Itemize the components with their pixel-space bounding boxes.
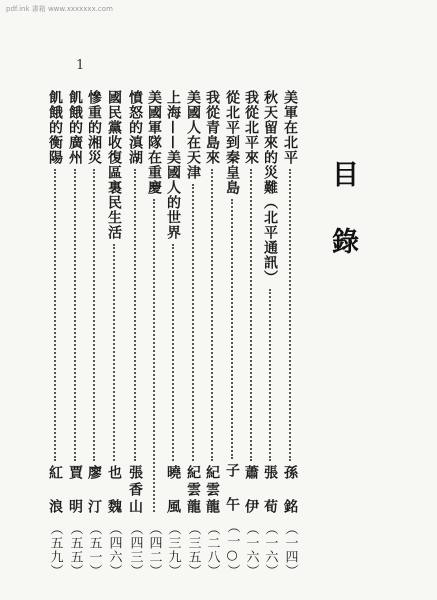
entry-author: 張香山 [127, 465, 143, 516]
entry-title: 我從青島來 [204, 90, 220, 165]
entry-page: （四二） [146, 522, 162, 578]
entry-author: 曉 風 [165, 465, 181, 516]
dotted-leader [153, 199, 155, 512]
entry-author: 孫 銘 [282, 465, 298, 516]
entry-title: 憤怒的滇湖 [127, 90, 143, 165]
dotted-leader [289, 169, 291, 461]
toc-entry [127, 90, 143, 578]
dotted-leader [269, 289, 271, 461]
entry-page: （三九） [165, 522, 181, 578]
entry-page: （五九） [47, 522, 63, 578]
entry-title: 美國軍隊在重慶 [146, 90, 162, 195]
dotted-leader [93, 169, 95, 461]
entry-title: 上海——美國人的世界 [165, 90, 181, 240]
dotted-leader [250, 169, 252, 461]
entry-author: 紅 浪 [47, 465, 63, 516]
dotted-leader [192, 184, 194, 461]
entry-page: （五一） [86, 522, 102, 578]
toc-entry [146, 90, 162, 578]
toc-entry [282, 90, 298, 578]
entry-page: （四六） [106, 522, 122, 578]
entry-page: （一六） [262, 522, 278, 578]
entry-page: （一六） [243, 522, 259, 578]
toc-entry [243, 90, 259, 578]
entry-title: 從北平到秦皇島 [224, 90, 240, 195]
dotted-leader [231, 199, 233, 459]
toc-heading: 目錄 [327, 160, 358, 294]
toc-entry [165, 90, 181, 578]
toc-entry [106, 90, 122, 578]
entry-title: 秋天留來的災難（北平通訊） [262, 90, 278, 285]
entry-author: 紀雲龍 [185, 465, 201, 516]
entry-author: 也 魏 [106, 465, 122, 516]
toc-entry [224, 90, 240, 578]
entry-page: （三五） [185, 522, 201, 578]
entry-page: （五五） [67, 522, 83, 578]
entry-page: （一○） [224, 520, 240, 578]
entry-title: 美國人在天津 [185, 90, 201, 180]
dotted-leader [134, 169, 136, 461]
watermark: pdf.ink 書箱 www.xxxxxxx.com [6, 5, 113, 13]
entry-title: 慘重的湘災 [86, 90, 102, 165]
entry-author: 廖 汀 [86, 465, 102, 516]
toc-entry [185, 90, 201, 578]
entry-page: （四三） [127, 522, 143, 578]
dotted-leader [211, 169, 213, 461]
toc-entry [86, 90, 102, 578]
entry-author: 賈 明 [67, 465, 83, 516]
entry-author: 紀雲龍 [204, 465, 220, 516]
dotted-leader [113, 244, 115, 461]
dotted-leader [74, 169, 76, 461]
entry-page: （二八） [204, 522, 220, 578]
dotted-leader [172, 244, 174, 461]
entry-author: 子 午 [224, 463, 240, 514]
toc-entry [262, 90, 278, 578]
toc-entry [204, 90, 220, 578]
entry-page: （一四） [282, 522, 298, 578]
entry-title: 飢餓的衡陽 [47, 90, 63, 165]
page-mark: 1 [76, 58, 85, 73]
entry-title: 美軍在北平 [282, 90, 298, 165]
dotted-leader [54, 169, 56, 461]
entry-author: 張 荀 [262, 465, 278, 516]
entry-title: 國民黨收復區裏民生活 [106, 90, 122, 240]
toc-entry [47, 90, 63, 578]
entry-author: 蕭 伊 [243, 465, 259, 516]
entry-title: 我從北平來 [243, 90, 259, 165]
toc-entry [67, 90, 83, 578]
entry-title: 飢餓的廣州 [67, 90, 83, 165]
